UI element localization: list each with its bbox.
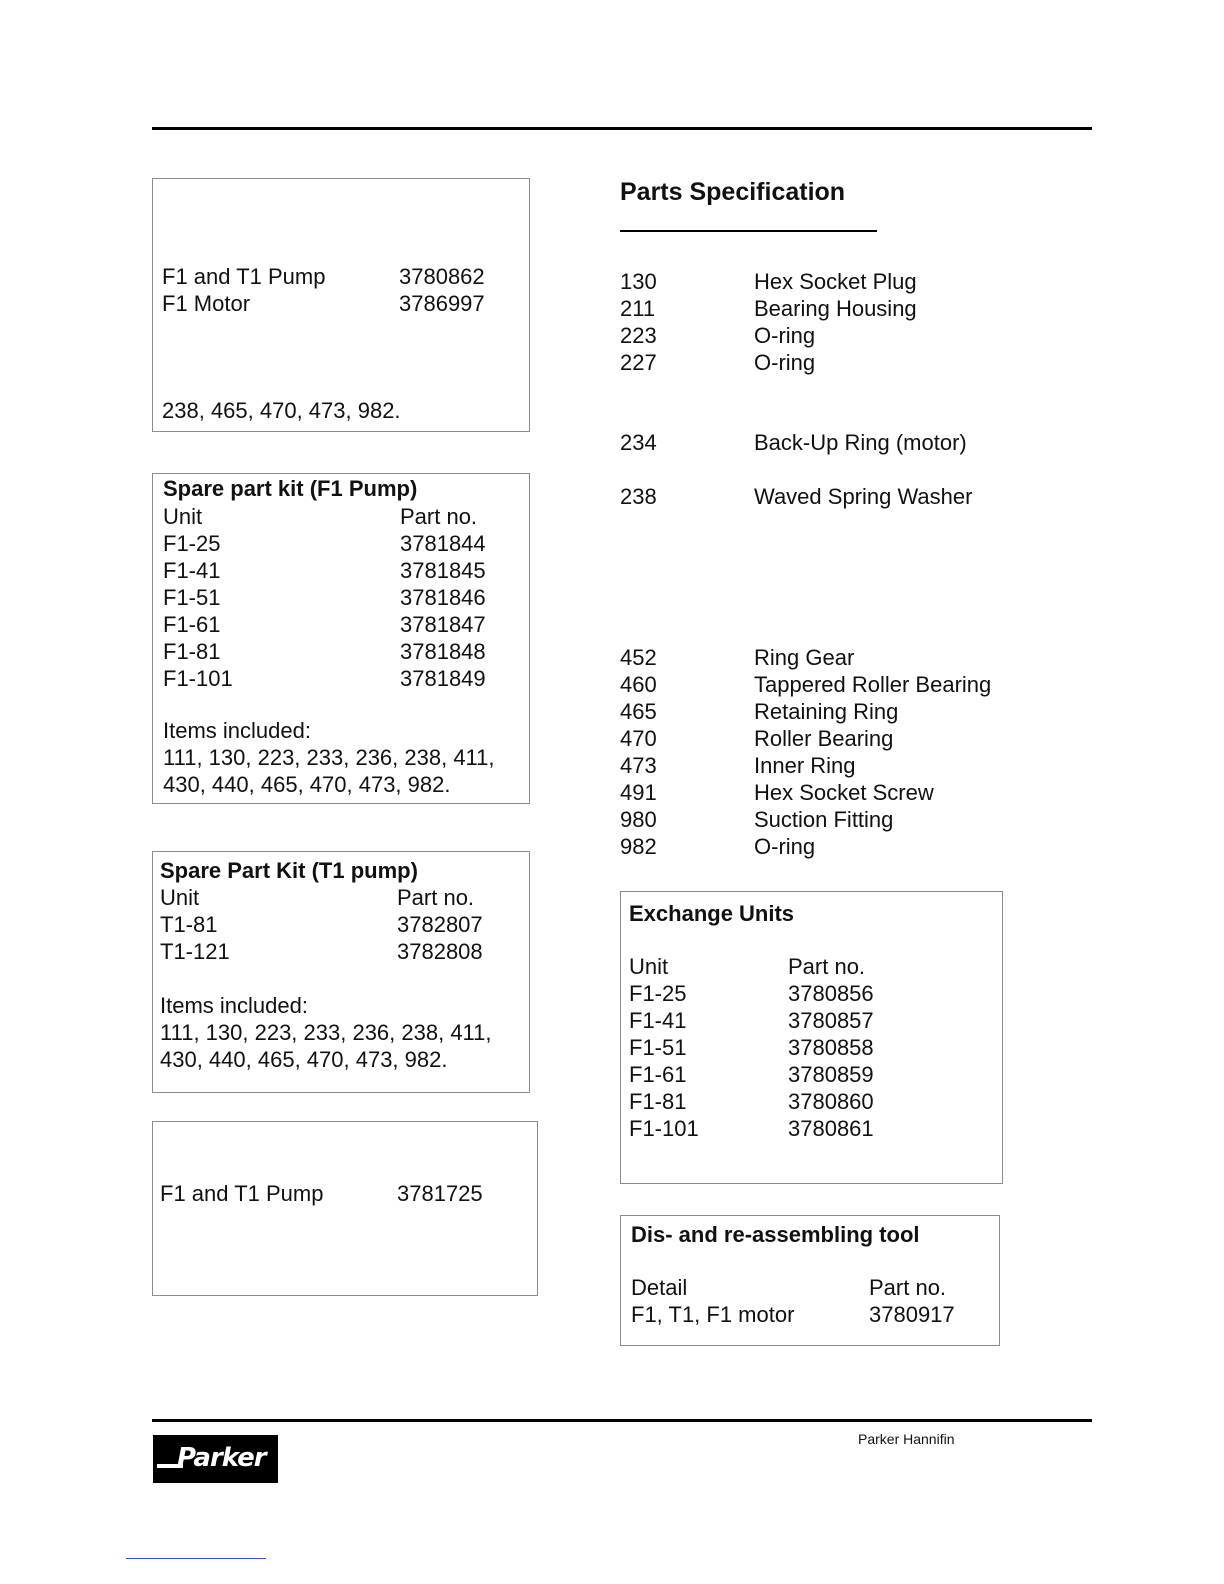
pump-kit-box [152,1121,538,1296]
parts-spec-number: 234 [620,430,657,455]
logo-text: Parker [177,1443,266,1473]
exchange-col-part: Part no. [788,954,866,979]
spare-kit-f1-unit: F1-25 [163,531,221,556]
box1-part-2: 3786997 [399,291,485,316]
spare-kit-t1-col-unit: Unit [160,885,200,910]
spare-kit-t1-title: Spare Part Kit (T1 pump) [160,858,418,883]
exchange-units-title: Exchange Units [629,901,795,926]
box1-items: 238, 465, 470, 473, 982. [162,398,401,423]
box1-part-1: 3780862 [399,264,485,289]
exchange-part: 3780857 [788,1008,874,1033]
parts-spec-name: O-ring [754,834,816,859]
parts-spec-name: Hex Socket Plug [754,269,917,294]
exchange-unit: F1-51 [629,1035,687,1060]
parts-spec-number: 491 [620,780,657,805]
spare-kit-f1-items-line2: 430, 440, 465, 470, 473, 982. [163,772,451,797]
spare-kit-t1-items-line1: 111, 130, 223, 233, 236, 238, 411, [160,1020,492,1045]
parts-spec-number: 470 [620,726,657,751]
spare-kit-f1-part: 3781848 [400,639,486,664]
top-rule [152,127,1092,130]
parts-spec-name: Tappered Roller Bearing [754,672,992,697]
tool-part: 3780917 [869,1302,955,1327]
spare-kit-t1-unit: T1-121 [160,939,230,964]
spare-kit-f1-items-line1: 111, 130, 223, 233, 236, 238, 411, [163,745,495,770]
parts-spec-number: 452 [620,645,657,670]
spare-kit-t1-part: 3782807 [397,912,483,937]
spare-kit-t1-col-part: Part no. [397,885,475,910]
exchange-part: 3780858 [788,1035,874,1060]
parts-spec-name: Back-Up Ring (motor) [754,430,967,455]
exchange-unit: F1-25 [629,981,687,1006]
parts-spec-name: Retaining Ring [754,699,899,724]
parts-spec-name: O-ring [754,350,816,375]
box4-part: 3781725 [397,1181,483,1206]
parts-spec-number: 211 [620,296,656,321]
spare-kit-f1-col-part: Part no. [400,504,478,529]
exchange-part: 3780856 [788,981,874,1006]
spare-kit-f1-unit: F1-101 [163,666,233,691]
spare-kit-t1-items-label: Items included: [160,993,308,1018]
tool-title: Dis- and re-assembling tool [631,1222,920,1247]
parts-spec-name: O-ring [754,323,816,348]
exchange-part: 3780861 [788,1116,874,1141]
footer-link-underline [126,1558,266,1559]
exchange-unit: F1-41 [629,1008,687,1033]
parts-spec-number: 460 [620,672,657,697]
footer-company: Parker Hannifin [858,1431,955,1447]
parts-spec-name: Hex Socket Screw [754,780,934,805]
spare-kit-f1-part: 3781846 [400,585,486,610]
tool-col-part: Part no. [869,1275,947,1300]
spare-kit-f1-unit: F1-51 [163,585,221,610]
spare-kit-t1-part: 3782808 [397,939,483,964]
bottom-rule [152,1419,1092,1422]
parts-spec-name: Waved Spring Washer [754,484,973,509]
parts-spec-number: 465 [620,699,657,724]
spare-kit-f1-title: Spare part kit (F1 Pump) [163,476,418,501]
parts-spec-name: Inner Ring [754,753,856,778]
spare-kit-f1-part: 3781847 [400,612,486,637]
exchange-col-unit: Unit [629,954,669,979]
parts-spec-number: 238 [620,484,657,509]
spare-kit-f1-unit: F1-61 [163,612,221,637]
spare-kit-f1-unit: F1-41 [163,558,221,583]
parts-spec-name: Ring Gear [754,645,855,670]
parts-spec-name: Suction Fitting [754,807,894,832]
parts-spec-number: 227 [620,350,657,375]
tool-detail: F1, T1, F1 motor [631,1302,795,1327]
parts-spec-number: 130 [620,269,657,294]
spare-kit-f1-col-unit: Unit [163,504,203,529]
parts-spec-number: 223 [620,323,657,348]
spare-kit-t1-unit: T1-81 [160,912,218,937]
exchange-part: 3780859 [788,1062,874,1087]
exchange-unit: F1-61 [629,1062,687,1087]
box4-label: F1 and T1 Pump [160,1181,324,1206]
spare-kit-f1-part: 3781849 [400,666,486,691]
parker-logo [153,1435,278,1483]
box1-label-1: F1 and T1 Pump [162,264,326,289]
parts-spec-name: Roller Bearing [754,726,894,751]
spare-kit-f1-unit: F1-81 [163,639,221,664]
parts-spec-name: Bearing Housing [754,296,917,321]
parts-spec-underline [620,230,877,232]
parts-spec-title: Parts Specification [620,178,846,206]
exchange-part: 3780860 [788,1089,874,1114]
spare-kit-t1-items-line2: 430, 440, 465, 470, 473, 982. [160,1047,448,1072]
exchange-unit: F1-101 [629,1116,699,1141]
box1-label-2: F1 Motor [162,291,251,316]
parts-spec-number: 982 [620,834,657,859]
tool-col-detail: Detail [631,1275,688,1300]
parts-spec-number: 980 [620,807,657,832]
spare-kit-f1-part: 3781845 [400,558,486,583]
exchange-unit: F1-81 [629,1089,687,1114]
spare-kit-f1-items-label: Items included: [163,718,311,743]
parts-spec-number: 473 [620,753,657,778]
spare-kit-f1-part: 3781844 [400,531,486,556]
